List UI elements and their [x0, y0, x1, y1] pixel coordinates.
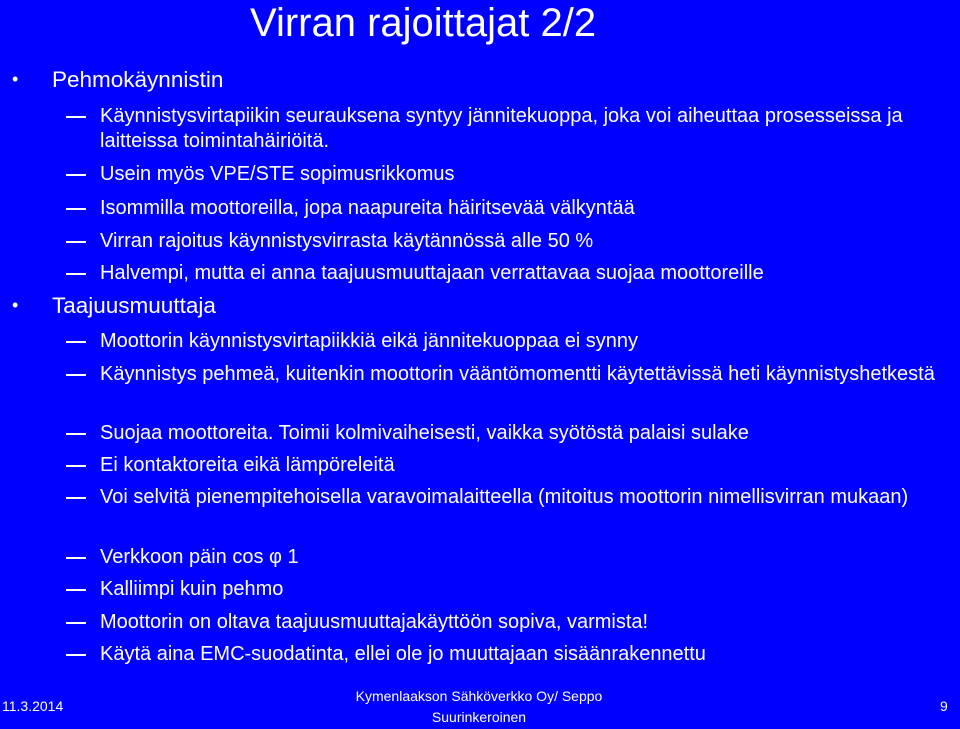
slide-title: Virran rajoittajat 2/2 — [250, 1, 597, 45]
bullet-heading-taajuusmuuttaja — [12, 292, 216, 319]
sub-item-text: Isommilla moottoreilla, jopa naapureita häiritsevää välkyntää — [100, 197, 635, 219]
bullet-heading-label: Pehmokäynnistin — [52, 67, 224, 92]
bullet-dot-icon: • — [12, 69, 19, 89]
dash-icon — [66, 341, 86, 343]
sub-item — [100, 485, 950, 510]
sub-item — [100, 545, 950, 570]
dash-icon — [66, 241, 86, 243]
dash-icon — [66, 465, 86, 467]
sub-item-text: Suojaa moottoreita. Toimii kolmivaiheisesti, vaikka syötöstä palaisi sulake — [100, 422, 749, 444]
sub-item — [100, 421, 950, 446]
sub-item-text: Halvempi, mutta ei anna taajuusmuuttajaan verrattavaa suojaa moottoreille — [100, 262, 764, 284]
sub-item — [100, 162, 950, 187]
sub-item-text: Virran rajoitus käynnistysvirrasta käytännössä alle 50 % — [100, 230, 594, 252]
dash-icon — [66, 433, 86, 435]
dash-icon — [66, 273, 86, 275]
dash-icon — [66, 174, 86, 176]
footer-date: 11.3.2014 — [2, 698, 64, 714]
sub-item — [100, 577, 950, 602]
footer-author: Kymenlaakson Sähköverkko Oy/ Seppo Suurinkeroinen — [355, 688, 603, 725]
sub-item — [100, 610, 950, 635]
bullet-dot-icon: • — [12, 295, 19, 315]
sub-item-text: Verkkoon päin cos φ 1 — [100, 546, 299, 568]
page-number: 9 — [940, 698, 948, 714]
sub-item — [100, 104, 950, 154]
dash-icon — [66, 589, 86, 591]
dash-icon — [66, 654, 86, 656]
sub-item-text: Voi selvitä pienempitehoisella varavoimalaitteella (mitoitus moottorin nimellisvirran mukaan) — [100, 486, 909, 508]
sub-item-text: Käytä aina EMC-suodatinta, ellei ole jo muuttajaan sisäänrakennettu — [100, 643, 706, 665]
sub-item — [100, 362, 950, 387]
sub-item-text: Usein myös VPE/STE sopimusrikkomus — [100, 163, 455, 185]
bullet-heading-pehmokaynnistin — [12, 66, 224, 93]
dash-icon — [66, 116, 86, 118]
sub-item-text: Moottorin käynnistysvirtapiikkiä eikä jännitekuoppaa ei synny — [100, 330, 639, 352]
sub-item-text: Käynnistysvirtapiikin seurauksena syntyy jännitekuoppa, joka voi aiheuttaa prosesseissa ja laitteissa toimintahäiriöitä. — [100, 105, 903, 152]
dash-icon — [66, 497, 86, 499]
dash-icon — [66, 374, 86, 376]
sub-item-text: Moottorin on oltava taajuusmuuttajakäyttöön sopiva, varmista! — [100, 611, 649, 633]
sub-item-text: Käynnistys pehmeä, kuitenkin moottorin vääntömomentti käytettävissä heti käynnistyshetkestä — [100, 363, 935, 385]
sub-item-text: Kalliimpi kuin pehmo — [100, 578, 284, 600]
sub-item — [100, 229, 950, 254]
bullet-heading-label: Taajuusmuuttaja — [52, 293, 216, 318]
dash-icon — [66, 557, 86, 559]
sub-item — [100, 196, 950, 221]
sub-item — [100, 642, 950, 667]
sub-item-text: Ei kontaktoreita eikä lämpöreleitä — [100, 454, 395, 476]
sub-item — [100, 261, 950, 286]
dash-icon — [66, 622, 86, 624]
sub-item — [100, 453, 950, 478]
sub-item — [100, 329, 950, 354]
dash-icon — [66, 208, 86, 210]
